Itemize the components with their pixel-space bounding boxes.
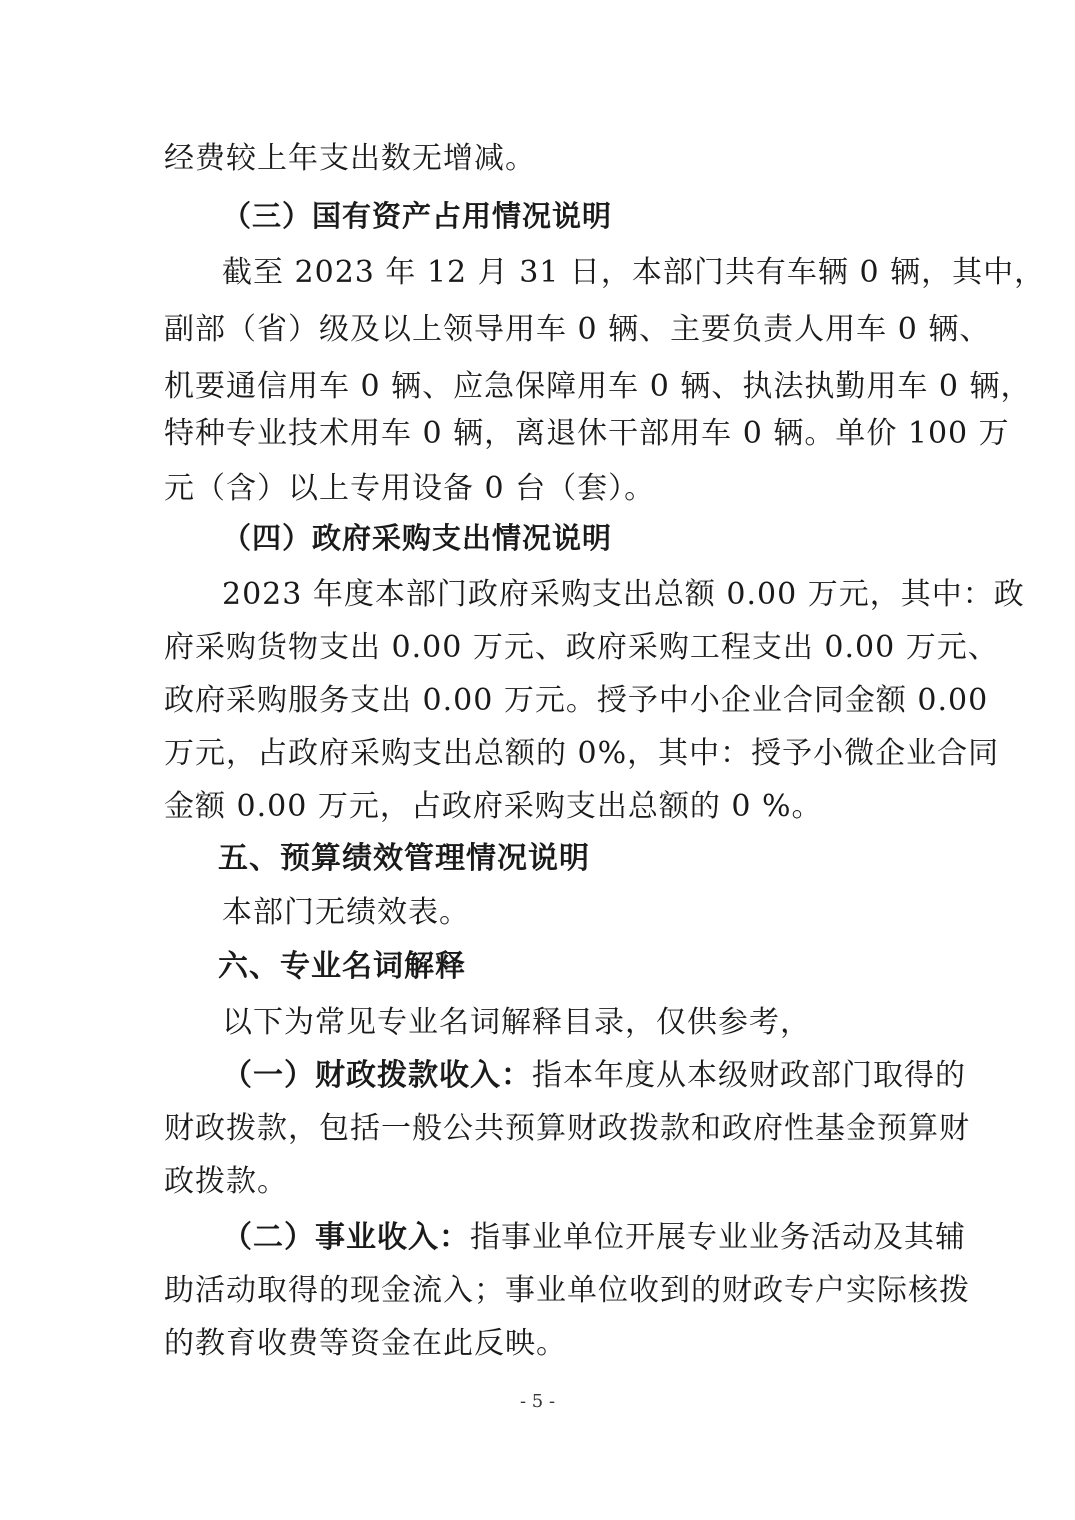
term-label: （二）事业收入： xyxy=(222,1220,470,1255)
paragraph-line: 以下为常见专业名词解释目录，仅供参考， xyxy=(222,1005,811,1040)
paragraph-line: 金额 0.00 万元，占政府采购支出总额的 0 %。 xyxy=(164,789,823,824)
paragraph-line: 政府采购服务支出 0.00 万元。授予中小企业合同金额 0.00 xyxy=(164,683,989,718)
paragraph-line: 经费较上年支出数无增减。 xyxy=(164,141,536,176)
section-heading-terms: 六、专业名词解释 xyxy=(218,949,466,984)
section-heading-performance: 五、预算绩效管理情况说明 xyxy=(218,841,590,876)
section-heading-assets: （三）国有资产占用情况说明 xyxy=(222,199,613,233)
paragraph-line: 2023 年度本部门政府采购支出总额 0.00 万元，其中：政 xyxy=(222,577,1025,612)
paragraph-line: 副部（省）级及以上领导用车 0 辆、主要负责人用车 0 辆、 xyxy=(164,312,991,347)
paragraph-line: 财政拨款，包括一般公共预算财政拨款和政府性基金预算财 xyxy=(164,1111,970,1146)
paragraph-line: 本部门无绩效表。 xyxy=(222,895,470,930)
term-label: （一）财政拨款收入： xyxy=(222,1058,532,1093)
paragraph-line: 元（含）以上专用设备 0 台（套）。 xyxy=(164,471,656,506)
paragraph-line: 府采购货物支出 0.00 万元、政府采购工程支出 0.00 万元、 xyxy=(164,630,999,665)
term-text: 指本年度从本级财政部门取得的 xyxy=(532,1058,966,1093)
paragraph-line: 特种专业技术用车 0 辆，离退休干部用车 0 辆。单价 100 万 xyxy=(164,416,1010,451)
paragraph-line: 的教育收费等资金在此反映。 xyxy=(164,1326,567,1361)
paragraph-line: 万元，占政府采购支出总额的 0%，其中：授予小微企业合同 xyxy=(164,736,1000,771)
term-text: 指事业单位开展专业业务活动及其辅 xyxy=(470,1220,966,1255)
term-definition-line xyxy=(222,1056,966,1096)
paragraph-line: 截至 2023 年 12 月 31 日，本部门共有车辆 0 辆，其中， xyxy=(222,255,1046,290)
paragraph-line: 机要通信用车 0 辆、应急保障用车 0 辆、执法执勤用车 0 辆， xyxy=(164,369,1032,404)
section-heading-procurement: （四）政府采购支出情况说明 xyxy=(222,521,613,555)
paragraph-line: 政拨款。 xyxy=(164,1164,288,1199)
paragraph-line: 助活动取得的现金流入；事业单位收到的财政专户实际核拨 xyxy=(164,1273,970,1308)
page-number: - 5 - xyxy=(519,1391,556,1412)
term-definition-line xyxy=(222,1218,966,1258)
